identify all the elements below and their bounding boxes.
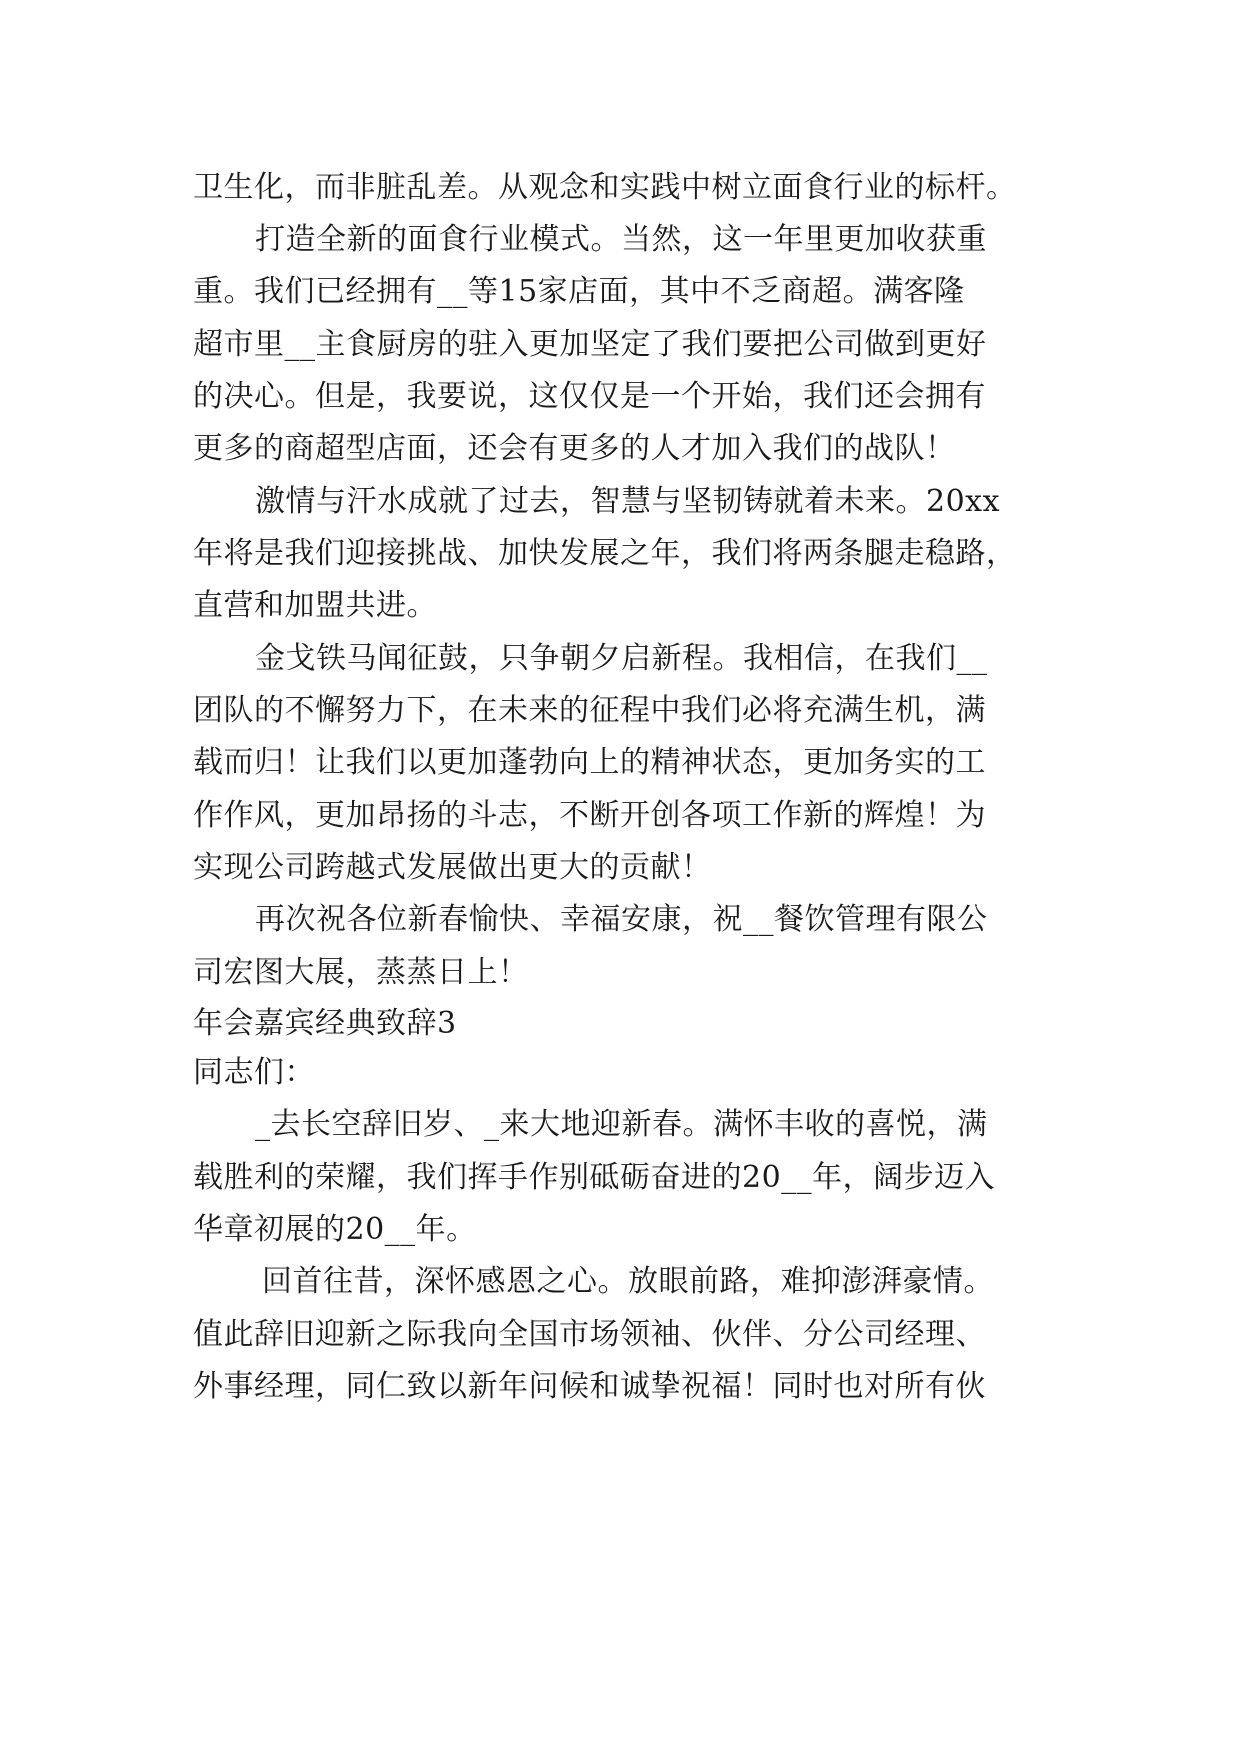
paragraph-start-line: 金戈铁马闻征鼓，只争朝夕启新程。我相信，在我们__ [255, 641, 988, 676]
paragraph-start-line: 回首往昔，深怀感恩之心。放眼前路，难抑澎湃豪情。 [262, 1264, 994, 1299]
paragraph-start-line: _去长空辞旧岁、_来大地迎新春。满怀丰收的喜悦，满 [255, 1107, 988, 1142]
text-line: 值此辞旧迎新之际我向全国市场领袖、伙伴、分公司经理、 [193, 1317, 986, 1352]
text-line: 年将是我们迎接挑战、加快发展之年，我们将两条腿走稳路， [193, 536, 1017, 571]
text-line: 的决心。但是，我要说，这仅仅是一个开始，我们还会拥有 [193, 379, 986, 414]
text-line: 载而归！让我们以更加蓬勃向上的精神状态，更加务实的工 [193, 745, 986, 780]
text-line: 卫生化，而非脏乱差。从观念和实践中树立面食行业的标杆。 [193, 170, 1017, 205]
paragraph-start-line: 再次祝各位新春愉快、幸福安康，祝__餐饮管理有限公 [255, 902, 988, 937]
text-line: 直营和加盟共进。 [193, 588, 437, 623]
paragraph-start-line: 打造全新的面食行业模式。当然，这一年里更加收获重 [255, 222, 987, 257]
text-line: 华章初展的20__年。 [193, 1212, 477, 1247]
text-line: 重。我们已经拥有__等15家店面，其中不乏商超。满客隆 [193, 274, 965, 309]
text-line: 实现公司跨越式发展做出更大的贡献！ [193, 850, 712, 885]
text-line: 司宏图大展，蒸蒸日上！ [193, 955, 529, 990]
text-line: 外事经理，同仁致以新年问候和诚挚祝福！同时也对所有伙 [193, 1369, 986, 1404]
text-line: 更多的商超型店面，还会有更多的人才加入我们的战队！ [193, 431, 956, 466]
text-line: 超市里__主食厨房的驻入更加坚定了我们要把公司做到更好 [193, 327, 987, 362]
text-line: 载胜利的荣耀，我们挥手作别砥砺奋进的20__年，阔步迈入 [193, 1160, 996, 1195]
section-heading: 年会嘉宾经典致辞3 [193, 1006, 457, 1041]
text-line: 作作风，更加昂扬的斗志，不断开创各项工作新的辉煌！为 [193, 798, 986, 833]
paragraph-start-line: 激情与汗水成就了过去，智慧与坚韧铸就着未来。20xx [255, 484, 1001, 519]
text-line: 团队的不懈努力下，在未来的征程中我们必将充满生机，满 [193, 693, 986, 728]
salutation: 同志们： [193, 1055, 315, 1090]
